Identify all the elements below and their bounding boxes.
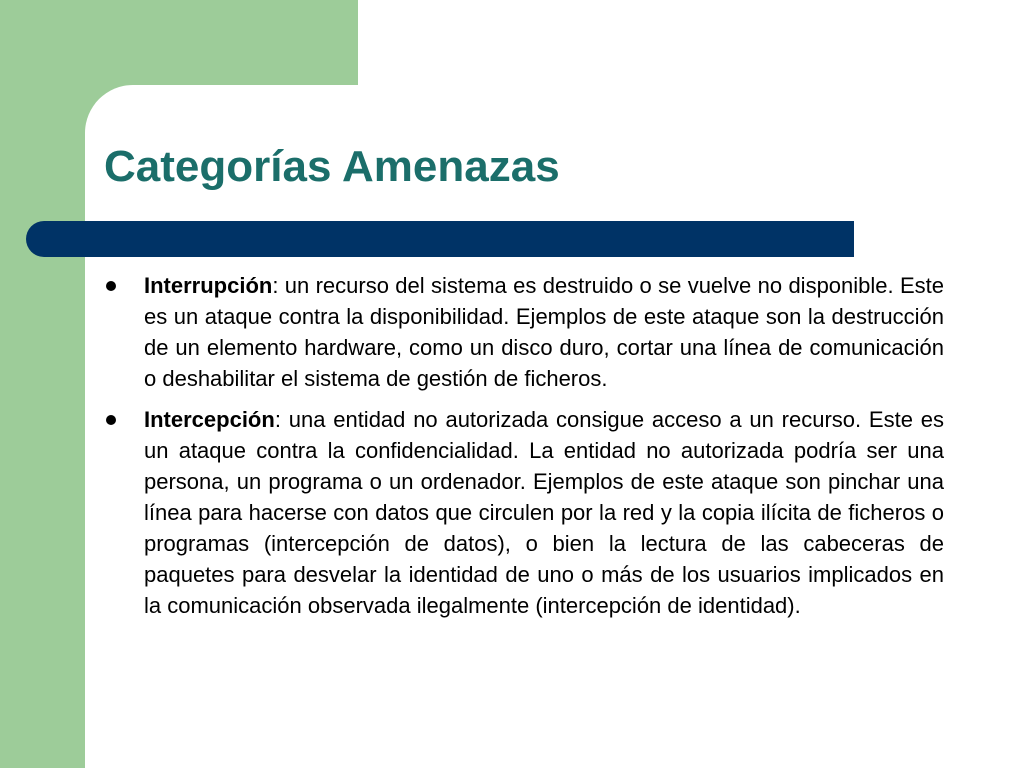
decorative-green-strip [0, 0, 85, 768]
bullet-term: Interrupción [144, 273, 273, 298]
title-underline-bar [26, 221, 854, 257]
bullet-item-interrupcion [104, 270, 944, 394]
bullet-dot-icon [106, 281, 116, 291]
bullet-list [104, 270, 944, 631]
bullet-text: : un recurso del sistema es destruido o se vuelve no disponible. Este es un ataque contra la disponibilidad. Ejemplos de este ataque son la destrucción de un elemento hardware, como un disco duro, cortar una línea de comunicación o deshabilitar el sistema de gestión de ficheros. [144, 273, 944, 391]
bullet-item-intercepcion [104, 404, 944, 621]
bullet-term: Intercepción [144, 407, 275, 432]
bullet-dot-icon [106, 415, 116, 425]
bullet-text: : una entidad no autorizada consigue acceso a un recurso. Este es un ataque contra la confidencialidad. La entidad no autorizada podría ser una persona, un programa o un ordenador. Ejemplos de este ataque son pinchar una línea para hacerse con datos que circulen por la red y la copia ilícita de ficheros o programas (intercepción de datos), o bien la lectura de las cabeceras de paquetes para desvelar la identidad de uno o más de los usuarios implicados en la comunicación observada ilegalmente (intercepción de identidad). [144, 407, 944, 618]
slide-title: Categorías Amenazas [104, 142, 560, 191]
